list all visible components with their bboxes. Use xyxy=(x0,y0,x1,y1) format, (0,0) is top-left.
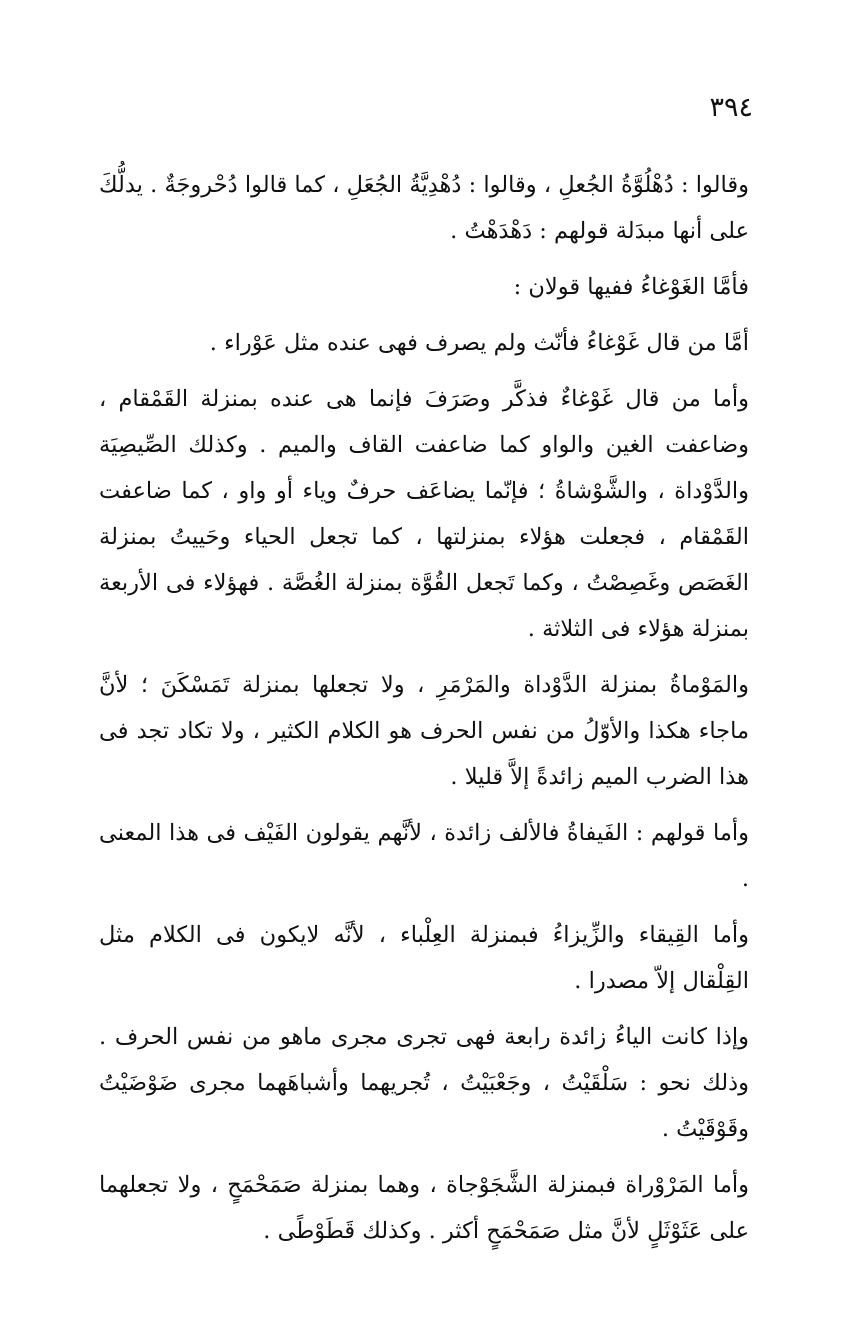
paragraph-2: فأمَّا الغَوْغاءُ ففيها قولان : xyxy=(513,274,749,300)
paragraph-5: والمَوْماةُ بمنزلة الدَّوْداة والمَرْمَرِ ، ولا تجعلها بمنزلة تَمَسْكَنَ ؛ لأنَّ ماجاء هكذا والأوّلُ من نفس الحرف هو الكلام الكثير ، ولا تكاد تجد فى هذا الضرب الميم زائدةً إلاَّ قليلا . xyxy=(99,672,749,790)
paragraph-6: وأما قولهم : الفَيفاةُ فالألف زائدة ، لأنَّهم يقولون الفَيْف فى هذا المعنى . xyxy=(99,820,749,892)
paragraph-9: وأما المَرْوْراة فبمنزلة الشَّجَوْجاة ، وهما بمنزلة صَمَحْمَحٍ ، ولا تجعلهما على عَثَوْثَلٍ لأنَّ مثل صَمَحْمَحٍ أكثر . وكذلك قَطَوْطًى . xyxy=(99,1172,749,1244)
paragraph-7: وأما القِيقاء والزِّيزاءُ فبمنزلة العِلْباء ، لأنَّه لايكون فى الكلام مثل القِلْقال إلاّ مصدرا . xyxy=(99,922,749,994)
page-body xyxy=(99,162,749,1254)
paragraph-1: وقالوا : دُهْلُوَّةُ الجُعلِ ، وقالوا : دُهْدِيَّةُ الجُعَلِ ، كما قالوا دُحْروجَةٌ . يدلُّكَ على أنها مبدَلة قولهم : دَهْدَهْتُ . xyxy=(99,172,749,244)
paragraph-4: وأما من قال غَوْغاءٌ فذكَّر وصَرَفَ فإنما هى عنده بمنزلة القَمْقام ، وضاعفت الغين والواو كما ضاعفت القاف والميم . وكذلك الصِّيصِيَة والدَّوْداة ، والشَّوْشاةُ ؛ فإنّما يضاعَف حرفٌ وياء أو واو ، كما ضاعفت القَمْقام ، فجعلت هؤلاء بمنزلتها ، كما تجعل الحياء وحَييتُ بمنزلة الغَصَص وغَصِصْتُ ، وكما تَجعل القُوَّة بمنزلة الغُصَّة . فهؤلاء فى الأربعة بمنزلة هؤلاء فى الثلاثة . xyxy=(99,386,749,642)
paragraph-8: وإذا كانت الياءُ زائدة رابعة فهى تجرى مجرى ماهو من نفس الحرف . وذلك نحو : سَلْقَيْتُ ، وجَعْبَيْتُ ، تُجريهما وأشباهَهما مجرى ضَوْضَيْتُ وقَوْقَيْتُ . xyxy=(99,1024,749,1142)
paragraph-3: أمَّا من قال غَوْغاءُ فأنّث ولم يصرف فهى عنده مثل عَوْراء . xyxy=(209,330,749,356)
page-number: ٣٩٤ xyxy=(709,92,753,123)
